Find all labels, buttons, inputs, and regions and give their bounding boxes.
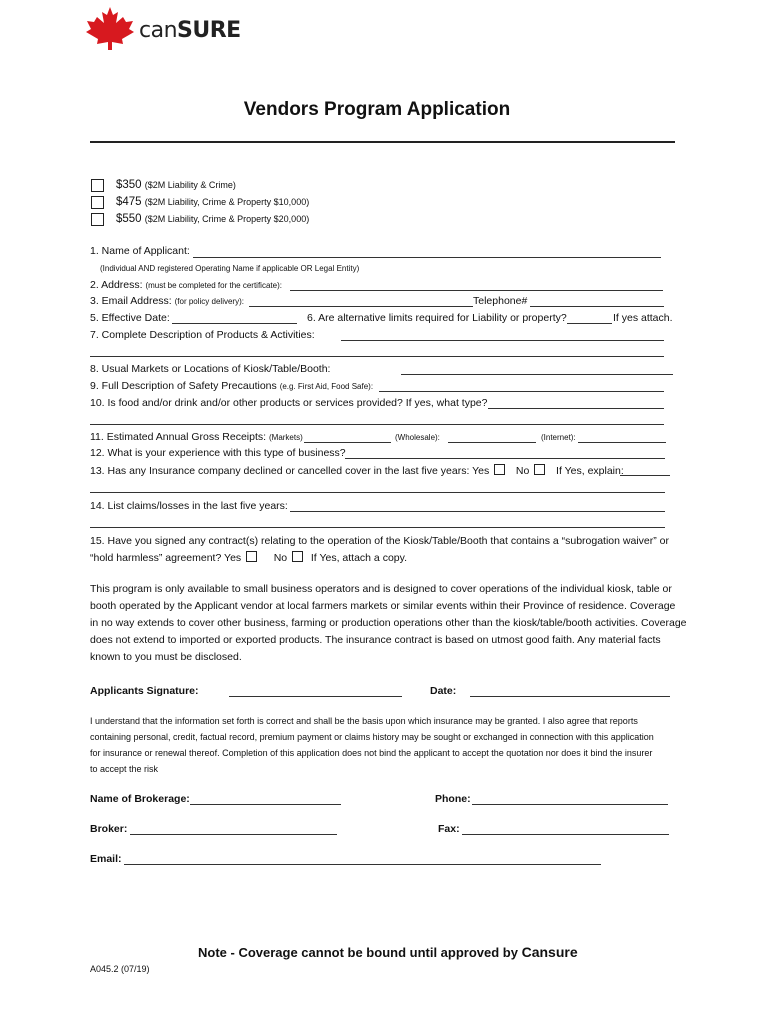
option-475-label bbox=[116, 196, 309, 208]
q1-field[interactable] bbox=[193, 257, 661, 258]
q11-markets-field[interactable] bbox=[304, 442, 391, 443]
logo-part2: SURE bbox=[177, 18, 241, 43]
q7-field-2[interactable] bbox=[90, 356, 664, 357]
q13-explain-label: If Yes, explain: bbox=[556, 465, 624, 477]
option-desc: ($2M Liability, Crime & Property $10,000) bbox=[144, 197, 310, 207]
q15-yes-checkbox[interactable] bbox=[246, 551, 257, 562]
q13-field[interactable] bbox=[620, 475, 670, 476]
understand-line: I understand that the information set forth is correct and shall be the basis upon which insurance may be granted. I also agree that reports bbox=[90, 716, 638, 726]
understand-line: to accept the risk bbox=[90, 764, 159, 774]
understand-line: for insurance or renewal thereof. Completion of this application does not bind the applicant to accept the quotation nor does it bind the insurer bbox=[90, 748, 653, 758]
q11-text: 11. Estimated Annual Gross Receipts: bbox=[90, 431, 267, 443]
q2-field[interactable] bbox=[290, 290, 663, 291]
logo-wordmark bbox=[139, 18, 241, 43]
coverage-note bbox=[198, 944, 578, 960]
understand-line: containing personal, credit, factual record, premium payment or claims history may be sought or exchanged in connection with this application bbox=[90, 732, 654, 742]
email-label: Email: bbox=[90, 853, 122, 865]
disclaimer-line: known to you must be disclosed. bbox=[90, 651, 242, 663]
q3-note: (for policy delivery): bbox=[174, 297, 244, 306]
q15-line1: 15. Have you signed any contract(s) relating to the operation of the Kiosk/Table/Booth that contains a “subrogation waiver” or bbox=[90, 535, 669, 547]
signature-field[interactable] bbox=[229, 696, 402, 697]
q3-email-field[interactable] bbox=[249, 306, 473, 307]
q3-tel-field[interactable] bbox=[530, 306, 664, 307]
q9-label bbox=[90, 380, 373, 392]
q13-no-label: No bbox=[515, 465, 530, 477]
disclaimer-line: does not extend to imported or exported products. The insurance contract is based on utmost good faith. Any material facts bbox=[90, 634, 661, 646]
option-550-checkbox[interactable] bbox=[91, 213, 104, 226]
logo-part1: can bbox=[139, 18, 178, 43]
q7-label: 7. Complete Description of Products & Activities: bbox=[90, 329, 315, 341]
q13-no-checkbox[interactable] bbox=[534, 464, 545, 475]
signature-label: Applicants Signature: bbox=[90, 685, 199, 697]
q10-field-2[interactable] bbox=[90, 424, 664, 425]
option-price: $475 bbox=[116, 196, 142, 208]
form-code: A045.2 (07/19) bbox=[90, 964, 150, 974]
q12-field[interactable] bbox=[345, 458, 665, 459]
disclaimer-line: booth operated by the Applicant vendor at local farmers markets or similar events within their Province of residence. Coverage bbox=[90, 600, 676, 612]
q11-label bbox=[90, 431, 303, 443]
title-rule bbox=[90, 141, 675, 143]
q15-no-label: No bbox=[273, 552, 288, 564]
option-550-label bbox=[116, 213, 309, 225]
q8-label: 8. Usual Markets or Locations of Kiosk/Table/Booth: bbox=[90, 363, 331, 375]
fax-field[interactable] bbox=[462, 834, 669, 835]
q14-field-2[interactable] bbox=[90, 527, 665, 528]
q9-text: 9. Full Description of Safety Precautions bbox=[90, 380, 277, 392]
q12-label: 12. What is your experience with this type of business? bbox=[90, 447, 346, 459]
q6-label: 6. Are alternative limits required for Liability or property? bbox=[307, 312, 567, 324]
disclaimer-line: in no way extends to cover other business, farming or production operations other than the kiosk/table/booth activities. Coverage bbox=[90, 617, 687, 629]
q14-field[interactable] bbox=[290, 511, 665, 512]
q5-field[interactable] bbox=[172, 323, 297, 324]
q13-yes-checkbox[interactable] bbox=[494, 464, 505, 475]
date-field[interactable] bbox=[470, 696, 670, 697]
page-title: Vendors Program Application bbox=[243, 99, 511, 120]
q2-label bbox=[90, 279, 282, 291]
phone-label: Phone: bbox=[435, 793, 471, 805]
q3-tel-label: Telephone# bbox=[473, 295, 528, 307]
q9-field[interactable] bbox=[379, 391, 664, 392]
q11-wholesale: (Wholesale): bbox=[395, 433, 440, 442]
q13-field-2[interactable] bbox=[90, 492, 665, 493]
q11-markets: (Markets) bbox=[268, 433, 303, 442]
q1-sublabel: (Individual AND registered Operating Name if applicable OR Legal Entity) bbox=[100, 264, 360, 273]
q14-label: 14. List claims/losses in the last five years: bbox=[90, 500, 288, 512]
option-475-checkbox[interactable] bbox=[91, 196, 104, 209]
option-price: $550 bbox=[116, 213, 142, 225]
email-field[interactable] bbox=[124, 864, 601, 865]
fax-label: Fax: bbox=[438, 823, 460, 835]
q15-no-checkbox[interactable] bbox=[292, 551, 303, 562]
q2-note: (must be completed for the certificate): bbox=[145, 281, 282, 290]
q5-label: 5. Effective Date: bbox=[90, 312, 170, 324]
q6-field[interactable] bbox=[567, 323, 612, 324]
brokerage-name-field[interactable] bbox=[190, 804, 341, 805]
option-350-label bbox=[116, 179, 236, 191]
disclaimer-line: This program is only available to small business operators and is designed to cover operations of the individual kiosk, table or bbox=[90, 583, 672, 595]
q13-label bbox=[90, 464, 624, 477]
q15-line2 bbox=[90, 551, 407, 564]
option-350-checkbox[interactable] bbox=[91, 179, 104, 192]
q7-field[interactable] bbox=[341, 340, 664, 341]
q8-field[interactable] bbox=[401, 374, 673, 375]
phone-field[interactable] bbox=[472, 804, 668, 805]
note-text: Note - Coverage cannot be bound until approved by bbox=[198, 945, 518, 960]
option-desc: ($2M Liability & Crime) bbox=[144, 180, 236, 190]
note-brand: Cansure bbox=[521, 944, 578, 960]
q11-internet-field[interactable] bbox=[578, 442, 666, 443]
q15-text: “hold harmless” agreement? Yes bbox=[90, 552, 242, 564]
q11-internet: (Internet): bbox=[541, 433, 576, 442]
option-desc: ($2M Liability, Crime & Property $20,000) bbox=[144, 214, 310, 224]
q3-label bbox=[90, 295, 244, 307]
broker-field[interactable] bbox=[130, 834, 337, 835]
q6-tail: If yes attach. bbox=[613, 312, 673, 324]
option-price: $350 bbox=[116, 179, 142, 191]
q13-text: 13. Has any Insurance company declined or cancelled cover in the last five years: Yes bbox=[90, 465, 490, 477]
q1-label: 1. Name of Applicant: bbox=[90, 245, 190, 257]
q3-text: 3. Email Address: bbox=[90, 295, 172, 307]
q11-wholesale-field[interactable] bbox=[448, 442, 536, 443]
q10-field[interactable] bbox=[488, 408, 664, 409]
q9-note: (e.g. First Aid, Food Safe): bbox=[279, 382, 374, 391]
maple-leaf-icon bbox=[84, 6, 136, 50]
q2-text: 2. Address: bbox=[90, 279, 143, 291]
date-label: Date: bbox=[430, 685, 457, 697]
brokerage-name-label: Name of Brokerage: bbox=[90, 793, 190, 805]
q15-attach-label: If Yes, attach a copy. bbox=[310, 552, 408, 564]
broker-label: Broker: bbox=[90, 823, 128, 835]
q10-label: 10. Is food and/or drink and/or other products or services provided? If yes, what type? bbox=[90, 397, 488, 409]
